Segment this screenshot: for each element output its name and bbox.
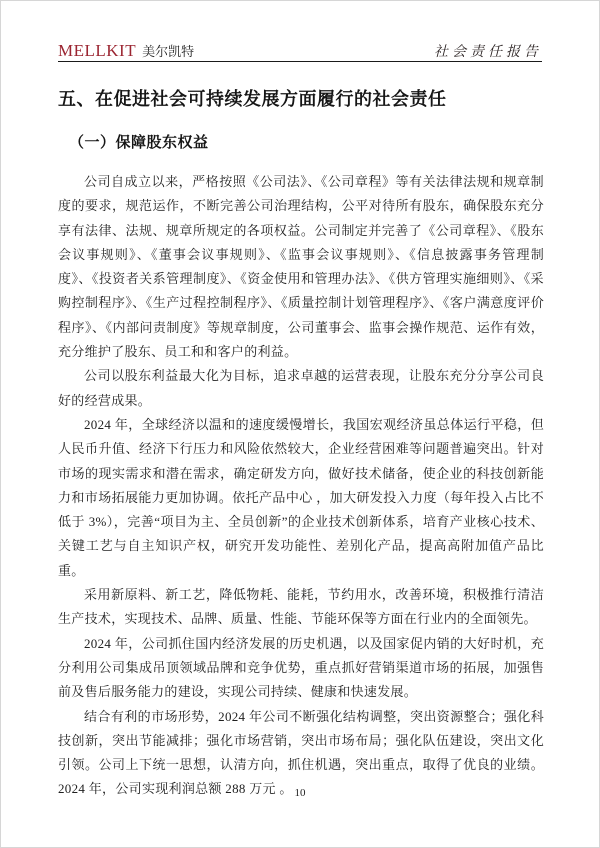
header-divider: [58, 61, 542, 62]
subsection-heading: （一）保障股东权益: [69, 134, 209, 151]
brand-logo: [58, 41, 194, 61]
body-paragraph: 公司以股东利益最大化为目标，追求卓越的运营表现，让股东充分分享公司良好的经营成果。: [58, 368, 544, 408]
section-heading: 五、在促进社会可持续发展方面履行的社会责任: [58, 89, 447, 109]
body-paragraph: 2024 年，公司抓住国内经济发展的历史机遇，以及国家促内销的大好时机，充分利用公司集成吊顶领域品牌和竞争优势，重点抓好营销渠道市场的拓展，加强售前及售后服务能力的建设，实现公司持续、健康和快速发展。: [58, 635, 544, 700]
body-paragraph: 2024 年，全球经济以温和的速度缓慢增长，我国宏观经济虽总体运行平稳，但人民币升值、经济下行压力和风险依然较大，企业经营困难等问题普遍突出。针对市场的现实需求和潜在需求，确定研发方向，做好技术储备，使企业的科技创新能力和市场拓展能力更加协调。依托产品中心 ，加大研发投入力度（每年投入占比不低于 3%），完善“项目为主、全员创新”的企业技术创新体系，培育产业核心技术、关键工艺与自主知识产权，研究开发功能性、差别化产品，提高高附加值产品比重。: [58, 416, 544, 578]
report-title: 社会责任报告: [434, 45, 542, 60]
body-paragraph: 公司自成立以来，严格按照《公司法》、《公司章程》等有关法律法规和规章制度的要求，规范运作，不断完善公司治理结构，公平对待所有股东，确保股东充分享有法律、法规、规章所规定的各项权益。公司制定并完善了《公司章程》、《股东会议事规则》、《董事会议事规则》、《监事会议事规则》、《信息披露事务管理制度》、《投资者关系管理制度》、《资金使用和管理办法》、《供方管理实施细则》、《采购控制程序》、《生产过程控制程序》、《质量控制计划管理程序》、《客户满意度评价程序》、《内部问责制度》等规章制度，公司董事会、监事会操作规范、运作有效，充分维护了股东、员工和和客户的利益。: [58, 174, 544, 360]
page-header: [58, 37, 542, 61]
body-paragraph: 结合有利的市场形势，2024 年公司不断强化结构调整，突出资源整合；强化科技创新，突出节能减排；强化市场营销，突出市场布局；强化队伍建设，突出文化引领。公司上下统一思想，认清方向，抓住机遇，突出重点，取得了优良的业绩。2024 年，公司实现利润总额 288 万元 。: [58, 708, 544, 797]
page-number: 10: [294, 787, 306, 799]
brand-logo-cn: 美尔凯特: [142, 44, 195, 59]
brand-logo-en: MELLKIT: [58, 41, 137, 60]
body-paragraph: 采用新原料、新工艺，降低物耗、能耗，节约用水，改善环境，积极推行清洁生产技术，实现技术、品牌、质量、性能、节能环保等方面在行业内的全面领先。: [58, 587, 544, 627]
body-text: [58, 170, 544, 802]
